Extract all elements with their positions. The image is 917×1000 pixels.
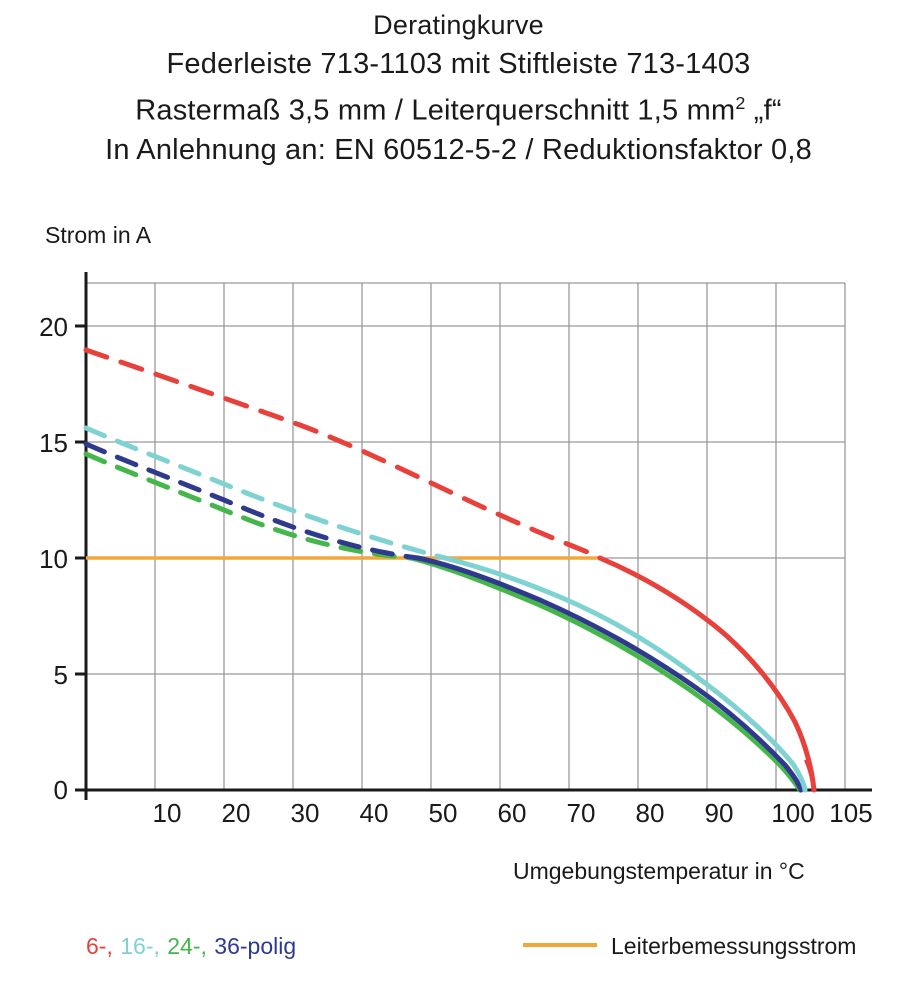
title-line-3-main: Rastermaß 3,5 mm / Leiterquerschnitt 1,5 mm bbox=[135, 94, 736, 127]
title-line-3-tail: „f“ bbox=[745, 94, 782, 127]
svg-text:50: 50 bbox=[428, 798, 458, 828]
svg-text:5: 5 bbox=[53, 660, 68, 690]
svg-text:20: 20 bbox=[39, 312, 68, 342]
legend-rated-current bbox=[523, 933, 856, 960]
title-line-3-superscript: 2 bbox=[735, 93, 746, 113]
x-axis-label: Umgebungstemperatur in °C bbox=[513, 858, 805, 884]
svg-text:80: 80 bbox=[635, 798, 665, 828]
legend-item-36-polig: 36-polig bbox=[214, 933, 297, 959]
title-line-4: In Anlehnung an: EN 60512-5-2 / Reduktionsfaktor 0,8 bbox=[105, 133, 812, 166]
curve-36-polig-dashed bbox=[86, 444, 418, 558]
svg-text:20: 20 bbox=[221, 798, 251, 828]
chart-legend bbox=[0, 933, 917, 981]
svg-text:60: 60 bbox=[497, 798, 527, 828]
legend-poles bbox=[86, 933, 297, 960]
svg-text:10: 10 bbox=[152, 798, 182, 828]
svg-text:105: 105 bbox=[829, 798, 873, 828]
legend-item-16-polig: 16-, bbox=[120, 933, 160, 959]
y-axis-label: Strom in A bbox=[45, 222, 152, 248]
svg-text:10: 10 bbox=[39, 544, 68, 574]
legend-item-6-polig: 6-, bbox=[86, 933, 113, 959]
curve-16-polig-dashed bbox=[86, 428, 445, 558]
x-tick-labels bbox=[153, 798, 873, 828]
svg-text:90: 90 bbox=[704, 798, 734, 828]
svg-text:100: 100 bbox=[771, 798, 815, 828]
svg-text:30: 30 bbox=[290, 798, 320, 828]
y-tick-labels bbox=[39, 312, 68, 805]
rated-current-swatch-icon bbox=[523, 943, 597, 947]
title-line-2: Federleiste 713-1103 mit Stiftleiste 713-1403 bbox=[166, 48, 751, 80]
legend-rated-current-label: Leiterbemessungsstrom bbox=[611, 933, 857, 959]
svg-text:70: 70 bbox=[566, 798, 596, 828]
svg-text:15: 15 bbox=[39, 428, 68, 458]
svg-text:40: 40 bbox=[359, 798, 389, 828]
legend-item-24-polig: 24-, bbox=[167, 933, 207, 959]
svg-text:0: 0 bbox=[53, 775, 68, 805]
title-line-1: Deratingkurve bbox=[373, 10, 544, 40]
